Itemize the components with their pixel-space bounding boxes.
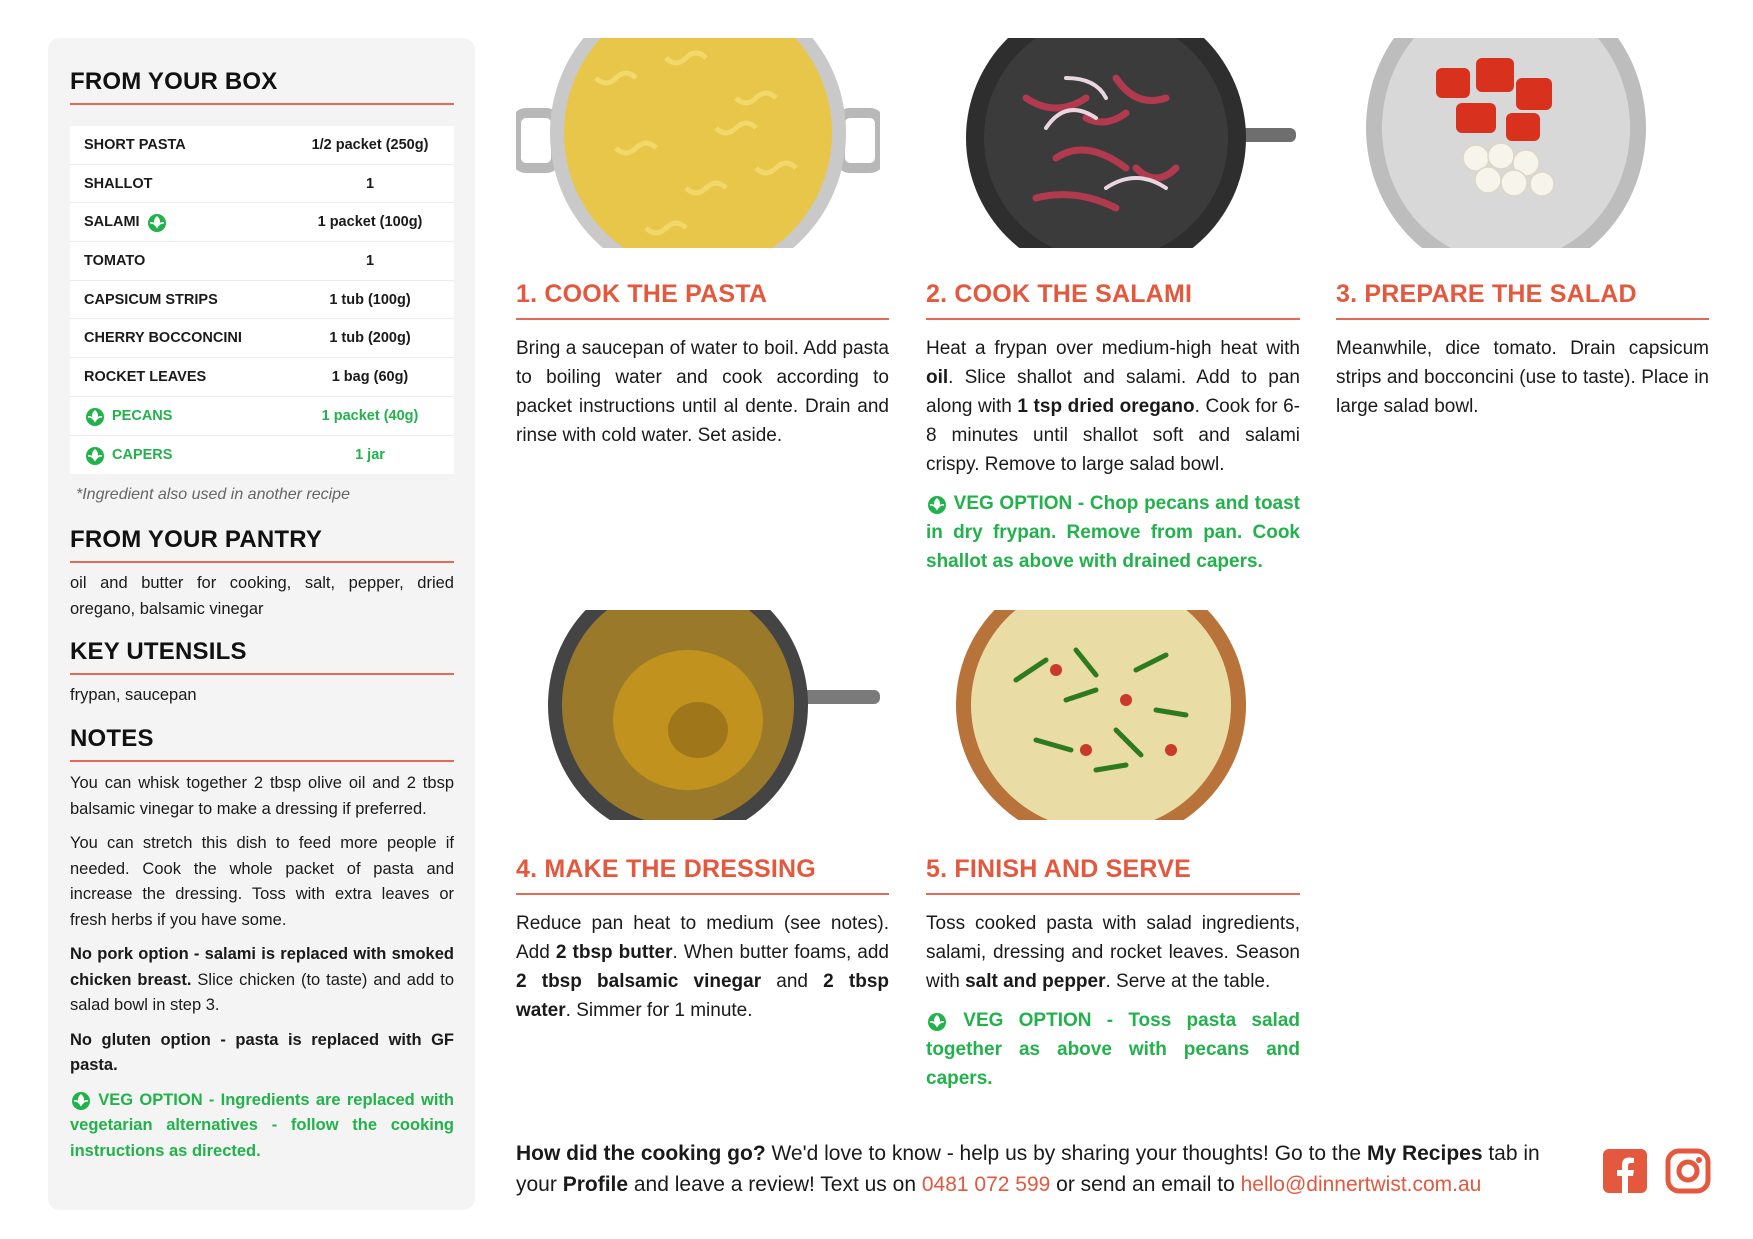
pantry-text: oil and butter for cooking, salt, pepper, dried oregano, balsamic vinegar xyxy=(70,574,454,618)
step-2-title: 2. COOK THE SALAMI xyxy=(926,280,1193,308)
divider xyxy=(516,318,889,320)
text-run: or send an email to xyxy=(1050,1173,1241,1196)
note-bold: No pork option - salami is replaced with smoked chicken breast. xyxy=(70,945,454,989)
leaf-veg-icon xyxy=(84,406,106,426)
salad-bowl-photo xyxy=(1366,38,1656,248)
note-text: Slice chicken (to taste) and add to salad bowl in step 3. xyxy=(70,970,455,1014)
ingredient-name: SALAMI xyxy=(84,214,140,231)
ingredient-row xyxy=(70,397,454,436)
footnote: *Ingredient also used in another recipe xyxy=(76,486,350,503)
ingredient-name: CHERRY BOCCONCINI xyxy=(84,330,242,347)
step-3-text: Meanwhile, dice tomato. Drain capsicum strips and bocconcini (use to taste). Place in large salad bowl. xyxy=(1336,338,1709,417)
ingredient-row xyxy=(70,126,454,165)
leaf-veg-icon xyxy=(84,445,106,465)
ingredient-name: ROCKET LEAVES xyxy=(84,368,207,385)
ingredient-row xyxy=(70,358,454,397)
bold-run: 2 tbsp water xyxy=(516,971,890,1021)
text-run: . When butter foams, add xyxy=(672,942,889,963)
ingredient-table xyxy=(70,126,454,474)
text-run: . Serve at the table. xyxy=(1105,971,1271,992)
note-bold: No gluten option - pasta is replaced with GF pasta. xyxy=(70,1030,454,1074)
leaf-veg-icon xyxy=(70,1090,92,1110)
phone-link[interactable]: 0481 072 599 xyxy=(921,1173,1051,1196)
veg-option-text: VEG OPTION - Chop pecans and toast in dry frypan. Remove from pan. Cook shallot as above with drained capers. xyxy=(926,493,1301,572)
note-paragraph: You can stretch this dish to feed more people if needed. Cook the whole packet of pasta and increase the dressing. Toss with extra leaves or fresh herbs if you have some. xyxy=(70,834,454,929)
divider xyxy=(70,760,454,762)
ingredient-name: CAPSICUM STRIPS xyxy=(84,291,218,308)
notes-title: NOTES xyxy=(70,725,154,752)
note-veg-option xyxy=(70,1088,454,1165)
step-2-instructions xyxy=(926,334,1300,479)
bold-run: How did the cooking go? xyxy=(516,1142,766,1165)
leaf-veg-icon xyxy=(926,494,948,514)
note-paragraph xyxy=(70,1028,454,1079)
step-3-title: 3. PREPARE THE SALAD xyxy=(1336,280,1637,308)
ingredient-row xyxy=(70,281,454,320)
facebook-icon[interactable] xyxy=(1602,1148,1648,1194)
ingredient-row xyxy=(70,203,454,242)
text-run: . Cook for 6-8 minutes until shallot soft and salami crispy. Remove to large salad bowl. xyxy=(926,396,1300,475)
ingredient-qty: 1 jar xyxy=(355,446,385,463)
key-utensils-title: KEY UTENSILS xyxy=(70,638,247,665)
step-1-text: Bring a saucepan of water to boil. Add pasta to boiling water and cook according to packet instructions until al dente. Drain and rinse with cold water. Set aside. xyxy=(516,338,889,446)
ingredient-name: PECANS xyxy=(112,407,173,424)
salami-frypan-photo xyxy=(966,38,1296,248)
divider xyxy=(516,893,889,895)
divider xyxy=(926,893,1300,895)
text-run: Reduce pan heat to medium (see notes). Add xyxy=(516,913,889,963)
my-recipes-link[interactable]: My Recipes xyxy=(1366,1142,1483,1165)
step-4-title: 4. MAKE THE DRESSING xyxy=(516,855,816,883)
ingredient-name-cell xyxy=(70,445,294,465)
step-5-title: 5. FINISH AND SERVE xyxy=(926,855,1191,883)
step-5-instructions xyxy=(926,909,1300,996)
leaf-veg-icon xyxy=(146,212,168,232)
notes-body xyxy=(70,771,454,1173)
dressing-pan-photo xyxy=(548,610,880,820)
step-5-text xyxy=(926,909,1300,1103)
profile-link[interactable]: Profile xyxy=(562,1173,629,1196)
text-run: Toss cooked pasta with salad ingredients, salami, dressing and rocket leaves. Season with xyxy=(926,913,1300,992)
note-paragraph xyxy=(70,942,454,1019)
ingredient-name: SHORT PASTA xyxy=(84,136,186,153)
ingredient-qty: 1 xyxy=(365,252,375,269)
utensils-text: frypan, saucepan xyxy=(70,686,197,704)
step-2-veg-option xyxy=(926,489,1300,576)
text-run: and xyxy=(761,971,824,992)
from-your-box-title: FROM YOUR BOX xyxy=(70,68,278,95)
finished-salad-photo xyxy=(956,610,1246,820)
bold-run: oil xyxy=(926,367,949,388)
step-2-text xyxy=(926,334,1300,586)
note-paragraph: You can whisk together 2 tbsp olive oil and 2 tbsp balsamic vinegar to make a dressing if preferred. xyxy=(70,774,454,818)
pasta-colander-photo xyxy=(516,38,880,248)
veg-option-text: VEG OPTION - Ingredients are replaced with vegetarian alternatives - follow the cooking instructions as directed. xyxy=(70,1090,454,1160)
bold-run: 1 tsp dried oregano xyxy=(1017,396,1195,417)
step-1-title: 1. COOK THE PASTA xyxy=(516,280,768,308)
ingredient-name: TOMATO xyxy=(84,252,146,269)
bold-run: salt and pepper xyxy=(965,971,1106,992)
email-link[interactable]: hello@dinnertwist.com.au xyxy=(1240,1173,1482,1196)
ingredient-row xyxy=(70,242,454,281)
text-run: . Simmer for 1 minute. xyxy=(565,1000,753,1021)
veg-option-text: VEG OPTION - Toss pasta salad together as above with pecans and capers. xyxy=(926,1010,1300,1089)
ingredient-qty: 1/2 packet (250g) xyxy=(311,136,429,153)
step-4-text xyxy=(516,909,889,1025)
ingredient-qty: 1 packet (100g) xyxy=(317,214,423,231)
divider xyxy=(70,561,454,563)
bold-run: 2 tbsp balsamic vinegar xyxy=(516,971,762,992)
ingredient-row xyxy=(70,436,454,475)
divider xyxy=(1336,318,1709,320)
ingredient-row xyxy=(70,319,454,358)
divider xyxy=(70,103,454,105)
ingredient-name: SHALLOT xyxy=(84,175,153,192)
ingredients-sidebar xyxy=(48,38,475,1210)
divider xyxy=(70,673,454,675)
bold-run: 2 tbsp butter xyxy=(555,942,673,963)
text-run: tab in your xyxy=(516,1142,1540,1196)
leaf-veg-icon xyxy=(926,1011,948,1031)
ingredient-qty: 1 bag (60g) xyxy=(331,368,409,385)
text-run: Heat a frypan over medium-high heat with xyxy=(926,338,1300,359)
ingredient-name-cell xyxy=(70,406,294,426)
feedback-footer xyxy=(516,1138,1576,1200)
from-your-pantry-title: FROM YOUR PANTRY xyxy=(70,526,323,553)
ingredient-qty: 1 packet (40g) xyxy=(321,407,419,424)
instagram-icon[interactable] xyxy=(1665,1148,1711,1194)
ingredient-name: CAPERS xyxy=(112,446,173,463)
text-run: and leave a review! Text us on xyxy=(628,1173,922,1196)
ingredient-qty: 1 tub (100g) xyxy=(329,291,411,308)
text-run: . Slice shallot and salami. Add to pan along with xyxy=(926,367,1300,417)
text-run: We'd love to know - help us by sharing your thoughts! Go to the xyxy=(765,1142,1367,1165)
ingredient-row xyxy=(70,165,454,204)
step-5-veg-option xyxy=(926,1006,1300,1093)
ingredient-name-cell xyxy=(70,212,294,232)
divider xyxy=(926,318,1300,320)
ingredient-qty: 1 tub (200g) xyxy=(329,330,411,347)
ingredient-qty: 1 xyxy=(365,175,375,192)
